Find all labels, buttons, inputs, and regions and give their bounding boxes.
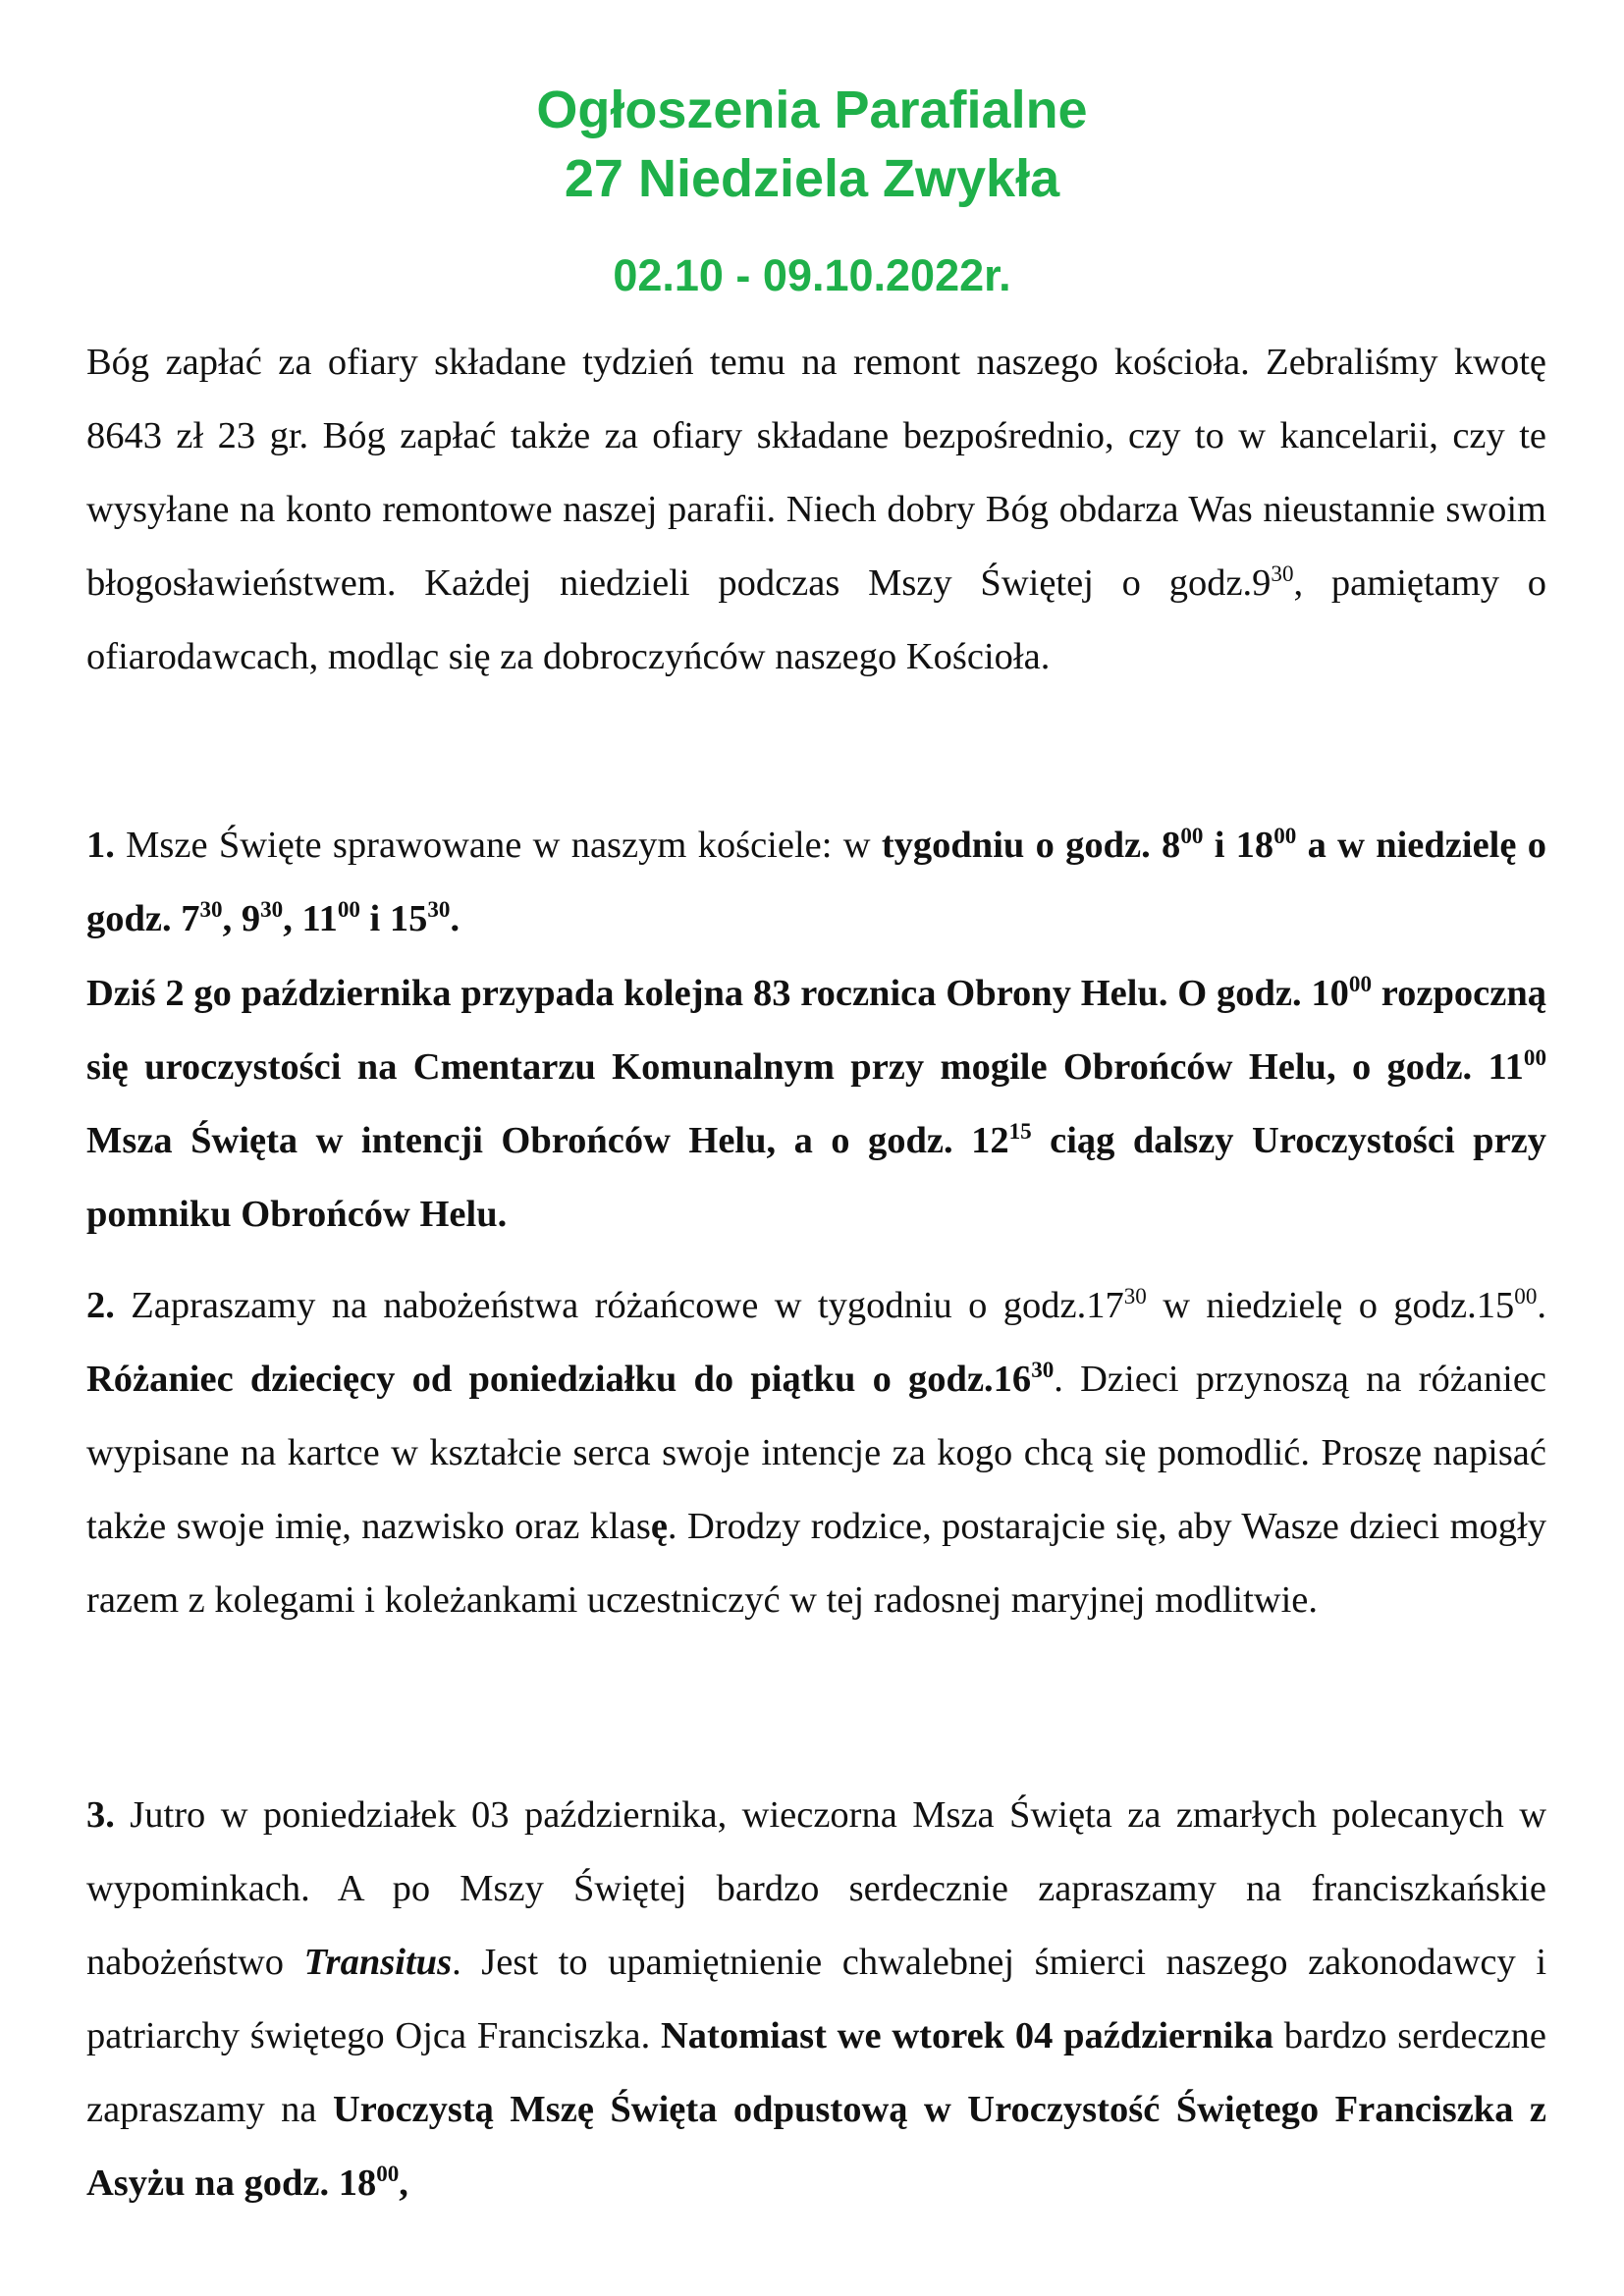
date-range: 02.10 - 09.10.2022r. bbox=[613, 250, 1011, 300]
intro-text-end: , pamiętamy o ofiarodawcach, modląc się za dobroczyńców naszego Kościoła. bbox=[86, 562, 1546, 677]
intro-paragraph bbox=[86, 326, 1546, 694]
item-number: 2. bbox=[86, 1285, 115, 1326]
item-text: Jutro w poniedziałek 03 października, wieczorna Msza Święta za zmarłych polecanych w wypominkach. A po Mszy Świętej bardzo serdecznie zapraszamy na franciszkańskie nabożeństwo bbox=[86, 1794, 1546, 1983]
item-text: Zapraszamy na nabożeństwa różańcowe w tygodniu o godz.17 bbox=[114, 1285, 1124, 1326]
item-number: 1. bbox=[86, 825, 115, 866]
announcement-2: 2. Zapraszamy na nabożeństwa różańcowe w tygodniu o $godz.17^{30}$ w niedzielę o $godz.15^{00}$. Różaniec dziecięcy od poniedziałku do piątku o $godz.16^{30}$. Dzieci przynoszą na różaniec wypisane na kartce w kształcie serca swoje intencje za kogo chcą się pomodlić. Proszę napisać także swoje imię, nazwisko oraz klasę. Drodzy rodzice, postarajcie się, aby Wasze dzieci mogły razem z kolegami i koleżankami uczestniczyć w tej radosnej maryjnej modlitwie. bbox=[86, 1283, 1547, 1621]
intro-text: Bóg zapłać za ofiary składane tydzień temu na remont naszego kościoła. Zebraliśmy kwotę 8643 zł 23 gr. Bóg zapłać także za ofiary składane bezpośrednio, czy to w kancelarii, czy te wysyłane na konto remontowe naszej parafii. Niech dobry Bóg obdarza Was nieustannie swoim błogosławieństwem. Każdej niedzieli podczas Mszy Świętej o godz.9 bbox=[86, 342, 1546, 604]
hel-defense-paragraph bbox=[86, 957, 1546, 1252]
time-superscript: 30 bbox=[1271, 561, 1294, 587]
transitus-term: Transitus bbox=[303, 1942, 453, 1983]
mass-times: tygodniu o godz. $8^{00}$ i $18^{00}$ a w niedzielę o godz. $7^{30}$, $9^{30}$, $11^{00}$ i $15^{30}$. bbox=[86, 823, 1546, 939]
page-title: Ogłoszenia Parafialne bbox=[536, 80, 1088, 139]
item-text: Msze Święte sprawowane w naszym kościele: w bbox=[114, 825, 882, 866]
hel-defense-text: Dziś 2 go października przypada kolejna 83 rocznica Obrony Helu. O godz. $10^{00}$ rozpoczną się uroczystości na Cmentarzu Komunalnym przy mogile Obrońców Helu, o godz. $11^{00}$ Msza Święta w intencji Obrońców Helu, a o godz. $12^{15}$ ciąg dalszy Uroczystości przy pomniku Obrońców Helu. bbox=[86, 971, 1546, 1235]
children-rosary: Różaniec dziecięcy od poniedziałku do piątku o $godz.16^{30}$ bbox=[86, 1357, 1055, 1400]
solemn-mass: Uroczystą Mszę Święta odpustową w Uroczystość Świętego Franciszka z Asyżu na godz. $18^{00}$, bbox=[86, 2089, 1547, 2204]
announcement-3: 3. Jutro w poniedziałek 03 października, wieczorna Msza Święta za zmarłych polecanych w wypominkach. A po Mszy Świętej bardzo serdecznie zapraszamy na franciszkańskie nabożeństwo Transitus. Jest to upamiętnienie chwalebnej śmierci naszego zakonodawcy i patriarchy świętego Ojca Franciszka. Natomiast we wtorek 04 października bardzo serdeczne zapraszamy na Uroczystą Mszę Święta odpustową w Uroczystość Świętego Franciszka z Asyżu na godz. $18^{00}$, bbox=[86, 1794, 1547, 2204]
announcement-1 bbox=[86, 809, 1546, 956]
page-subtitle: 27 Niedziela Zwykła bbox=[564, 149, 1060, 208]
item-number: 3. bbox=[86, 1794, 115, 1836]
